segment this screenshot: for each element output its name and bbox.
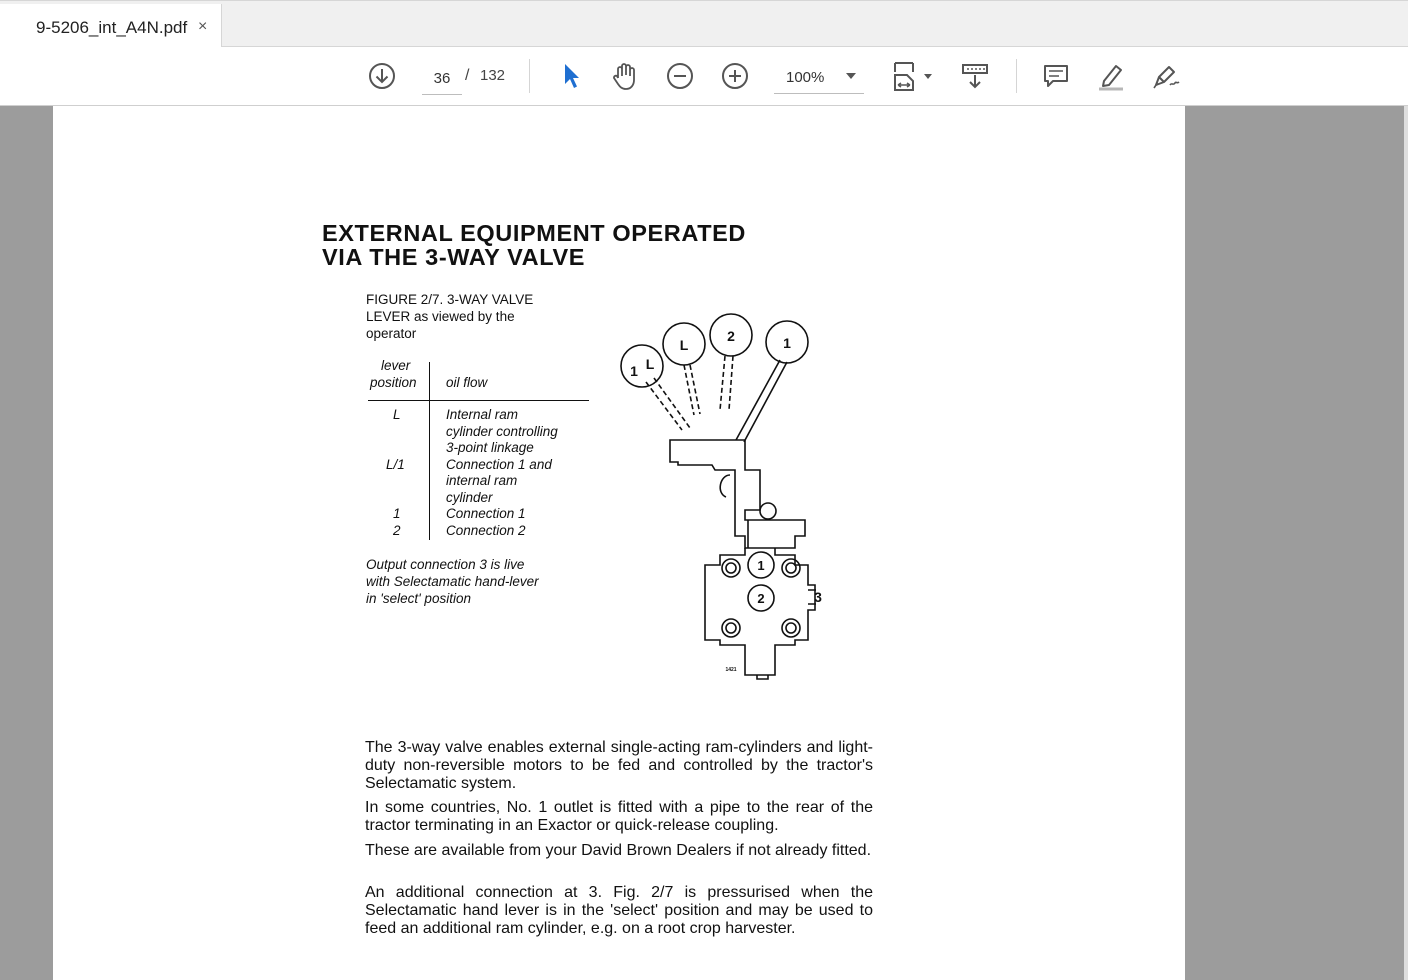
page-fit-button[interactable]: [888, 47, 936, 105]
lever-label-2: 2: [727, 328, 735, 344]
body-paragraph: These are available from your David Brown Dealers if not already fitted.: [365, 842, 872, 859]
download-icon: [368, 62, 396, 90]
pdf-toolbar: [0, 47, 1408, 106]
table-cell-flow: internal ram: [446, 473, 518, 488]
note-line: with Selectamatic hand-lever: [366, 574, 539, 589]
fit-page-icon: [889, 59, 935, 93]
tab-title[interactable]: 9-5206_int_A4N.pdf: [36, 18, 188, 37]
table-cell-position: 1: [393, 506, 401, 521]
draw-button[interactable]: [1148, 47, 1184, 105]
note-line: in 'select' position: [366, 591, 471, 606]
chevron-down-icon: [846, 73, 856, 79]
page-number-input[interactable]: [422, 62, 462, 95]
comment-icon: [1042, 62, 1070, 90]
table-cell-flow: 3-point linkage: [446, 440, 534, 455]
heading-line-2: VIA THE 3-WAY VALVE: [322, 244, 585, 270]
page-separator: /: [465, 67, 470, 84]
zoom-select[interactable]: [774, 61, 864, 94]
table-header-position-1: lever: [381, 358, 411, 373]
caption-line: operator: [366, 326, 417, 341]
port-label-3: 3: [814, 589, 822, 605]
zoom-out-button[interactable]: [665, 47, 695, 105]
caption-line: FIGURE 2/7. 3-WAY VALVE: [366, 292, 534, 307]
table-divider-horizontal: [368, 400, 589, 401]
caption-line: LEVER as viewed by the: [366, 309, 515, 324]
table-header-position-2: position: [370, 375, 417, 390]
hand-icon: [610, 61, 640, 91]
lever-knob-1l: [621, 345, 663, 387]
download-button[interactable]: [366, 47, 398, 105]
scroll-mode-icon: [960, 61, 990, 91]
table-cell-flow: Internal ram: [446, 407, 519, 422]
figure-code: 1421: [725, 667, 737, 673]
toolbar-divider: [529, 59, 530, 93]
table-cell-flow: Connection 1: [446, 506, 526, 521]
zoom-in-icon: [721, 62, 749, 90]
pen-icon: [1150, 61, 1182, 91]
table-divider-vertical: [429, 362, 430, 540]
note-line: Output connection 3 is live: [366, 557, 525, 572]
cursor-arrow-icon: [560, 62, 582, 90]
port-label-1: 1: [757, 558, 765, 573]
table-cell-position: 2: [393, 523, 401, 538]
comment-button[interactable]: [1040, 47, 1072, 105]
table-cell-position: L/1: [386, 457, 405, 472]
zoom-out-icon: [666, 62, 694, 90]
body-paragraph: The 3-way valve enables external single-acting ram-cylinders and light-duty non-reversible motors to be fed and controlled by the tractor's Selectamatic system.: [365, 739, 873, 792]
port-label-2: 2: [757, 591, 765, 606]
hand-tool-button[interactable]: [609, 47, 641, 105]
zoom-in-button[interactable]: [720, 47, 750, 105]
figure-caption: [366, 291, 596, 342]
document-tab[interactable]: [0, 4, 222, 48]
toolbar-divider: [1016, 59, 1017, 93]
table-cell-position: L: [393, 407, 401, 422]
table-cell-flow: cylinder: [446, 490, 493, 505]
select-tool-button[interactable]: [557, 47, 585, 105]
page-total: 132: [480, 67, 506, 84]
page-heading: [322, 221, 746, 269]
body-paragraph: An additional connection at 3. Fig. 2/7 is pressurised when the Selectamatic hand lever is in the 'select' position and may be used to feed an additional ram cylinder, e.g. on a root crop harvester.: [365, 884, 873, 937]
lever-label-1: 1: [783, 335, 791, 351]
highlight-button[interactable]: [1094, 47, 1128, 105]
table-cell-flow: Connection 1 and: [446, 457, 552, 472]
tab-close-icon[interactable]: ×: [198, 18, 208, 35]
table-header-flow: oil flow: [446, 375, 488, 390]
highlighter-icon: [1096, 61, 1126, 91]
table-cell-flow: cylinder controlling: [446, 424, 558, 439]
heading-line-1: EXTERNAL EQUIPMENT OPERATED: [322, 220, 747, 246]
lever-label-1l-b: L: [645, 356, 655, 372]
figure-note: [366, 556, 586, 607]
zoom-value: 100%: [786, 69, 825, 86]
body-paragraph: In some countries, No. 1 outlet is fitted with a pipe to the rear of the tractor terminating in an Exactor or quick-release coupling.: [365, 799, 873, 834]
lever-label-1l: 1: [630, 363, 638, 379]
tab-bar: [0, 0, 1408, 47]
scrollbar-track[interactable]: [1404, 106, 1408, 980]
lever-label-l: L: [679, 337, 689, 353]
table-cell-flow: Connection 2: [446, 523, 526, 538]
valve-lever-diagram: [610, 305, 830, 685]
scroll-mode-button[interactable]: [958, 47, 992, 105]
